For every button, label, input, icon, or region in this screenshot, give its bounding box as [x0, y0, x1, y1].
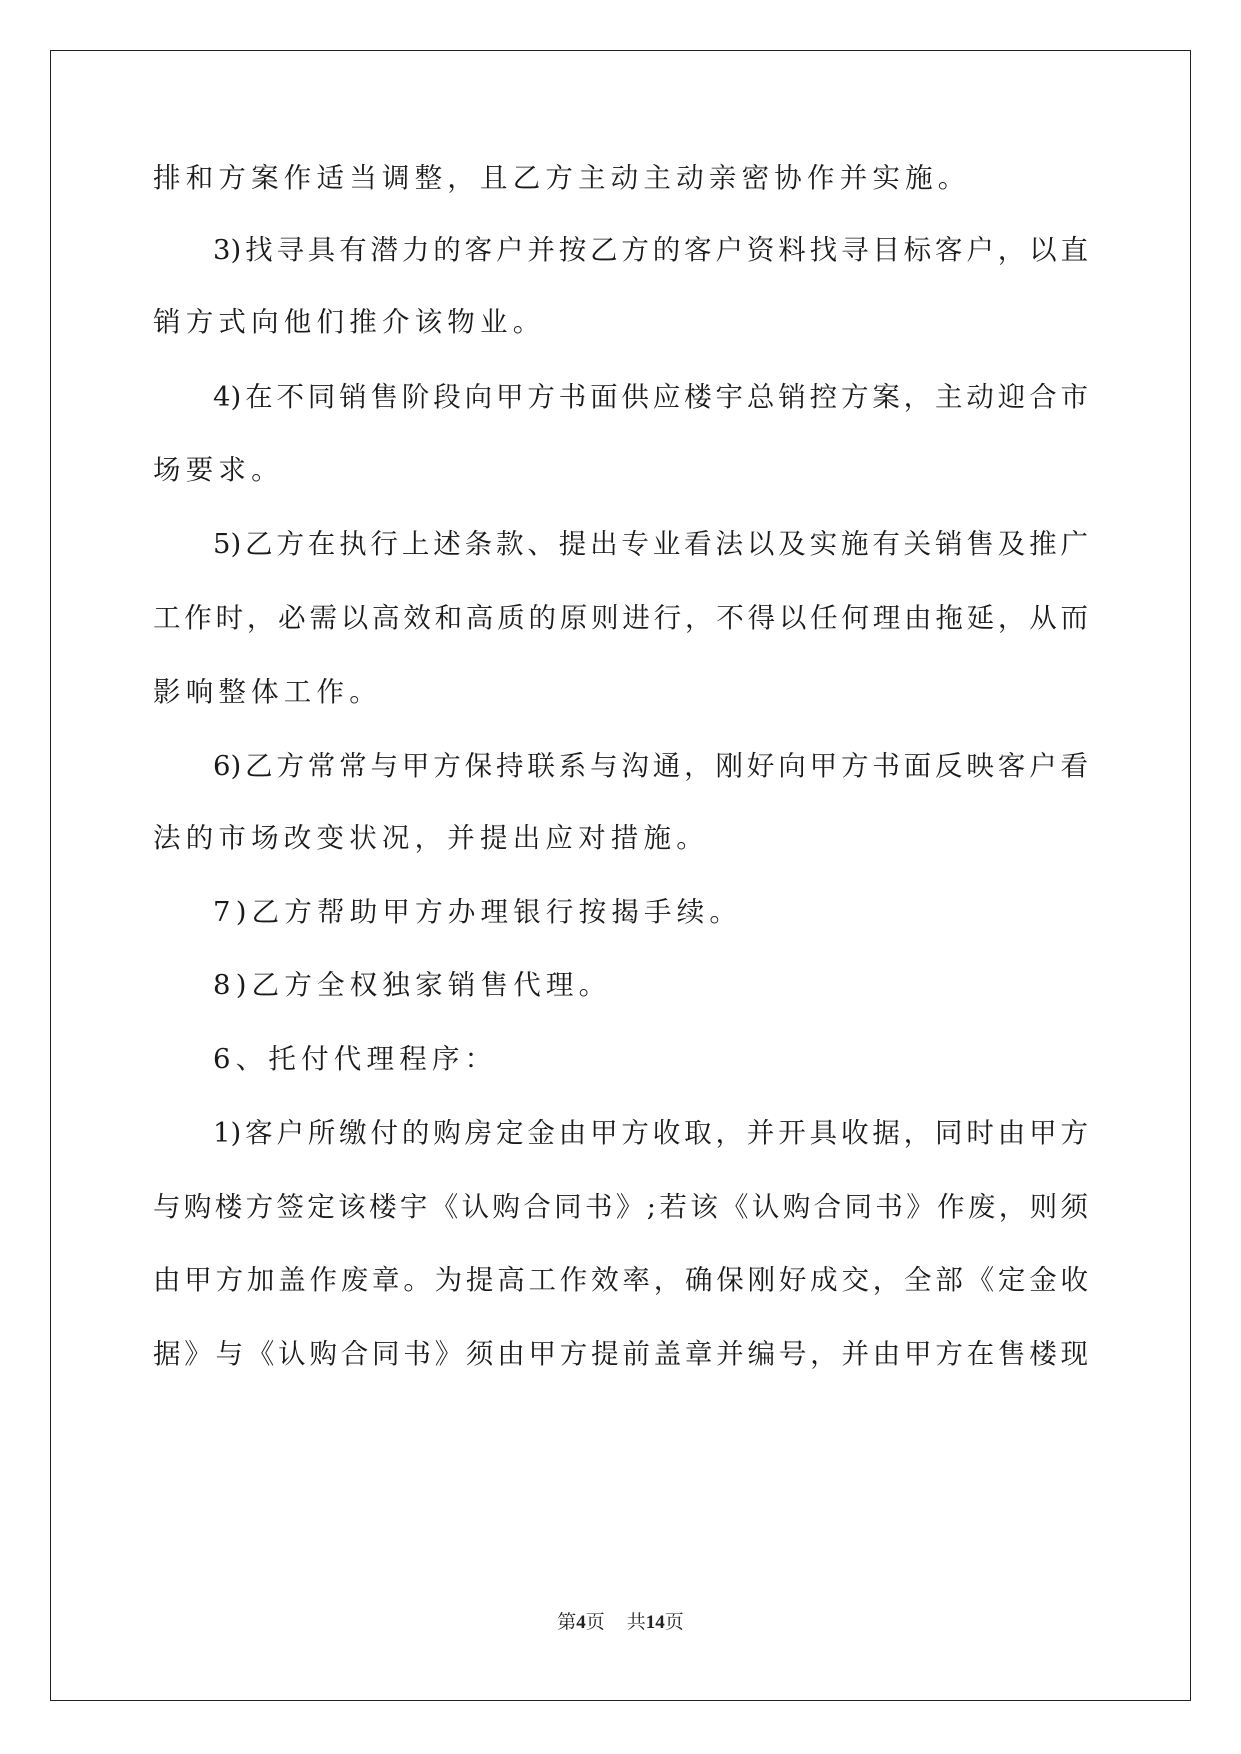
footer-page-prefix: 第 [557, 1612, 577, 1633]
text-line: 与购楼方签定该楼宇《认购合同书》;若该《认购合同书》作废，则须 [153, 1191, 1088, 1223]
footer-page-number: 4 [576, 1612, 586, 1633]
footer-total-unit: 页 [664, 1612, 684, 1633]
text-line: 据》与《认购合同书》须由甲方提前盖章并编号，并由甲方在售楼现 [153, 1338, 1088, 1370]
text-line: 影响整体工作。 [153, 676, 382, 708]
text-line: 工作时，必需以高效和高质的原则进行，不得以任何理由拖延，从而 [153, 602, 1088, 634]
page-footer [0, 1611, 1241, 1635]
text-line: 8)乙方全权独家销售代理。 [213, 969, 612, 1001]
text-line: 场要求。 [153, 454, 284, 486]
text-line: 排和方案作适当调整，且乙方主动主动亲密协作并实施。 [153, 162, 971, 194]
footer-total-pages: 14 [645, 1612, 665, 1633]
text-line: 4)在不同销售阶段向甲方书面供应楼宇总销控方案，主动迎合市 [213, 381, 1088, 413]
text-line: 法的市场改变状况，并提出应对措施。 [153, 822, 709, 854]
text-line: 6)乙方常常与甲方保持联系与沟通，刚好向甲方书面反映客户看 [213, 750, 1088, 782]
page-border [50, 50, 1191, 1701]
text-line: 5)乙方在执行上述条款、提出专业看法以及实施有关销售及推广 [213, 528, 1088, 560]
text-line: 3)找寻具有潜力的客户并按乙方的客户资料找寻目标客户，以直 [213, 234, 1088, 266]
text-line: 由甲方加盖作废章。为提高工作效率，确保刚好成交，全部《定金收 [153, 1264, 1088, 1296]
text-line: 7)乙方帮助甲方办理银行按揭手续。 [213, 896, 743, 928]
footer-total-prefix: 共 [626, 1612, 646, 1633]
text-line: 销方式向他们推介该物业。 [153, 306, 546, 338]
text-line: 1)客户所缴付的购房定金由甲方收取，并开具收据，同时由甲方 [213, 1117, 1088, 1149]
text-line: 6、托付代理程序： [213, 1043, 498, 1075]
footer-page-unit: 页 [585, 1612, 605, 1633]
